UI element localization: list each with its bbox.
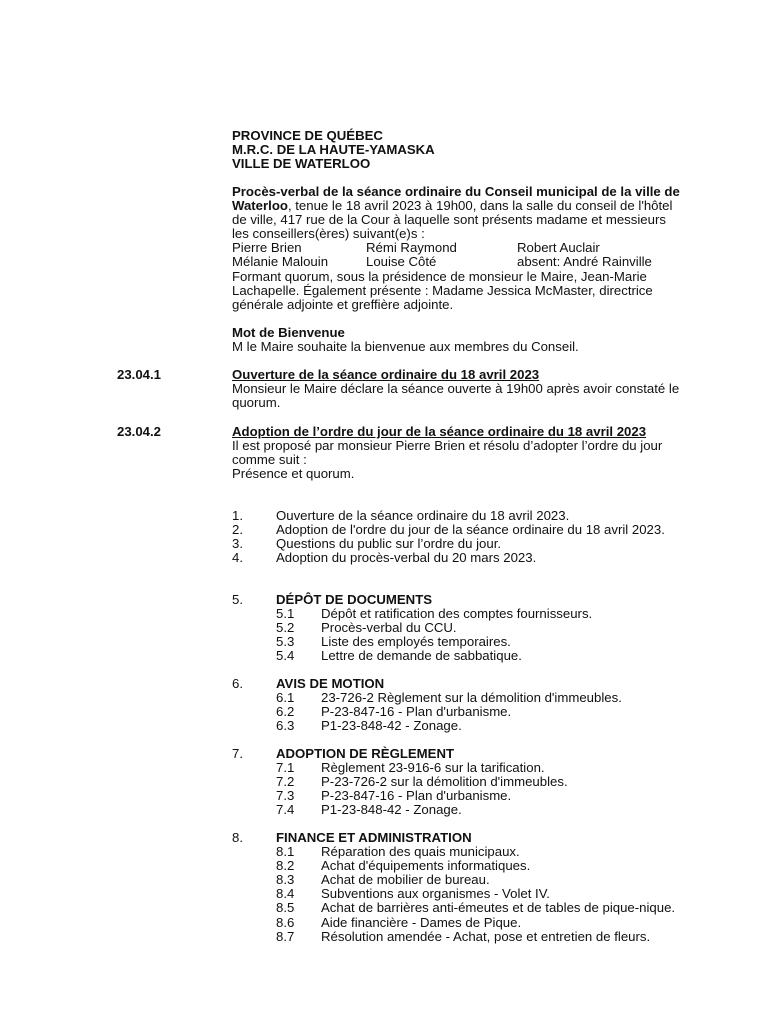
sub-item — [232, 916, 680, 930]
group-title: DÉPÔT DE DOCUMENTS — [276, 592, 433, 607]
presence-name: Robert Auclair — [517, 240, 600, 256]
item-number: 5. — [232, 592, 243, 607]
presence-name: Pierre Brien — [232, 240, 302, 256]
section-title: Ouverture de la séance ordinaire du 18 avril 2023 — [232, 367, 540, 382]
sub-item — [232, 789, 680, 803]
sub-text: P-23-847-16 - Plan d'urbanisme. — [321, 704, 512, 720]
sub-number: 6.3 — [276, 718, 295, 734]
section-number: 23.04.2 — [117, 424, 161, 439]
item-number: 8. — [232, 830, 243, 845]
sub-text: 23-726-2 Règlement sur la démolition d'immeubles. — [321, 690, 622, 706]
presence-row-2 — [232, 255, 680, 269]
sub-item — [232, 887, 680, 901]
sub-number: 8.1 — [276, 844, 295, 860]
sub-text: P-23-847-16 - Plan d'urbanisme. — [321, 788, 512, 804]
sub-number: 5.3 — [276, 634, 295, 650]
agenda-group-regulation — [232, 747, 680, 817]
sub-number: 6.1 — [276, 690, 295, 706]
quorum-text: Formant quorum, sous la présidence de monsieur le Maire, Jean-Marie Lachapelle. Également présente : Madame Jessica McMaster, directrice générale adjointe et greffière adjointe. — [232, 268, 653, 312]
item-number: 1. — [232, 508, 243, 523]
sub-item — [232, 691, 680, 705]
sub-item — [232, 635, 680, 649]
sub-text: Réparation des quais municipaux. — [321, 844, 520, 860]
sub-text: Achat d'équipements informatiques. — [321, 858, 531, 874]
group-heading — [232, 677, 680, 691]
sub-item — [232, 761, 680, 775]
intro-block — [232, 185, 680, 312]
sub-number: 7.4 — [276, 802, 295, 818]
agenda-item — [232, 523, 680, 537]
sub-number: 5.1 — [276, 606, 295, 622]
group-heading — [232, 593, 680, 607]
sub-number: 8.6 — [276, 914, 295, 930]
group-title: FINANCE ET ADMINISTRATION — [276, 830, 472, 845]
agenda-item — [232, 537, 680, 551]
group-heading — [232, 831, 680, 845]
sub-text: P-23-726-2 sur la démolition d'immeubles. — [321, 774, 568, 790]
sub-number: 6.2 — [276, 704, 295, 720]
sub-number: 7.2 — [276, 774, 295, 790]
sub-text: Résolution amendée - Achat, pose et entretien de fleurs. — [321, 928, 651, 944]
sub-number: 8.4 — [276, 886, 295, 902]
sub-item — [232, 803, 680, 817]
agenda-list — [232, 509, 680, 565]
sub-number: 8.5 — [276, 900, 295, 916]
agenda-group-finance — [232, 831, 680, 944]
sub-text: P1-23-848-42 - Zonage. — [321, 718, 462, 734]
section-opening — [232, 368, 680, 410]
sub-text: Procès-verbal du CCU. — [321, 620, 457, 636]
sub-text: Dépôt et ratification des comptes fournisseurs. — [321, 606, 593, 622]
sub-number: 8.3 — [276, 872, 295, 888]
item-number: 3. — [232, 536, 243, 552]
header-province: PROVINCE DE QUÉBEC — [232, 128, 383, 143]
sub-text: Lettre de demande de sabbatique. — [321, 648, 522, 664]
sub-text: Achat de mobilier de bureau. — [321, 872, 490, 888]
sub-item — [232, 621, 680, 635]
group-heading — [232, 747, 680, 761]
section-text: Il est proposé par monsieur Pierre Brien et résolu d’adopter l’ordre du jour comme suit : — [232, 438, 663, 468]
sub-number: 8.2 — [276, 858, 295, 874]
sub-item — [232, 845, 680, 859]
section-number: 23.04.1 — [117, 367, 161, 382]
sub-number: 5.4 — [276, 648, 295, 664]
sub-item — [232, 649, 680, 663]
sub-item — [232, 705, 680, 719]
group-title: AVIS DE MOTION — [276, 676, 385, 691]
intro-title: Procès-verbal de la séance ordinaire du Conseil municipal de la ville de Waterloo — [232, 184, 680, 214]
welcome-block — [232, 326, 680, 354]
section-title: Adoption de l’ordre du jour de la séance ordinaire du 18 avril 2023 — [232, 424, 647, 439]
header-mrc: M.R.C. DE LA HAUTE-YAMASKA — [232, 142, 435, 158]
document-header — [232, 129, 680, 171]
sub-item — [232, 901, 680, 915]
sub-text: Règlement 23-916-6 sur la tarification. — [321, 760, 545, 776]
sub-number: 7.1 — [276, 760, 295, 776]
absent-name: absent: André Rainville — [517, 254, 652, 270]
sub-item — [232, 719, 680, 733]
presence-name: Rémi Raymond — [366, 240, 457, 256]
agenda-item — [232, 509, 680, 523]
sub-item — [232, 873, 680, 887]
sub-text: Aide financière - Dames de Pique. — [321, 914, 522, 930]
presence-row-1 — [232, 241, 680, 255]
sub-item — [232, 775, 680, 789]
item-text: Questions du public sur l’ordre du jour. — [276, 536, 502, 552]
sub-item — [232, 607, 680, 621]
item-number: 4. — [232, 550, 243, 566]
sub-item — [232, 930, 680, 944]
sub-text: Subventions aux organismes - Volet IV. — [321, 886, 550, 902]
section-text: Monsieur le Maire déclare la séance ouverte à 19h00 après avoir constaté le quorum. — [232, 381, 680, 411]
group-title: ADOPTION DE RÈGLEMENT — [276, 746, 455, 761]
item-text: Adoption de l'ordre du jour de la séance ordinaire du 18 avril 2023. — [276, 522, 665, 538]
agenda-item — [232, 551, 680, 565]
header-city: VILLE DE WATERLOO — [232, 156, 371, 172]
welcome-text: M le Maire souhaite la bienvenue aux membres du Conseil. — [232, 339, 579, 355]
sub-number: 8.7 — [276, 928, 295, 944]
item-text: Adoption du procès-verbal du 20 mars 2023. — [276, 550, 537, 566]
presence-name: Louise Côté — [366, 254, 437, 270]
sub-number: 7.3 — [276, 788, 295, 804]
sub-item — [232, 859, 680, 873]
presence-line: Présence et quorum. — [232, 466, 355, 482]
sub-text: Liste des employés temporaires. — [321, 634, 511, 650]
agenda-group-documents — [232, 593, 680, 663]
item-number: 6. — [232, 676, 243, 691]
agenda-group-motion — [232, 677, 680, 733]
section-agenda-adoption — [232, 425, 680, 481]
sub-number: 5.2 — [276, 620, 295, 636]
item-text: Ouverture de la séance ordinaire du 18 avril 2023. — [276, 508, 570, 523]
intro-paragraph — [232, 185, 680, 241]
item-number: 2. — [232, 522, 243, 538]
presence-name: Mélanie Malouin — [232, 254, 329, 270]
sub-text: Achat de barrières anti-émeutes et de tables de pique-nique. — [321, 900, 676, 916]
sub-text: P1-23-848-42 - Zonage. — [321, 802, 462, 818]
item-number: 7. — [232, 746, 243, 761]
intro-text: , tenue le 18 avril 2023 à 19h00, dans la salle du conseil de l'hôtel de ville, 417 rue de la Cour à laquelle sont présents madame et messieurs les conseillers(ères) suivant(e)s : — [232, 198, 673, 242]
welcome-title: Mot de Bienvenue — [232, 325, 345, 340]
